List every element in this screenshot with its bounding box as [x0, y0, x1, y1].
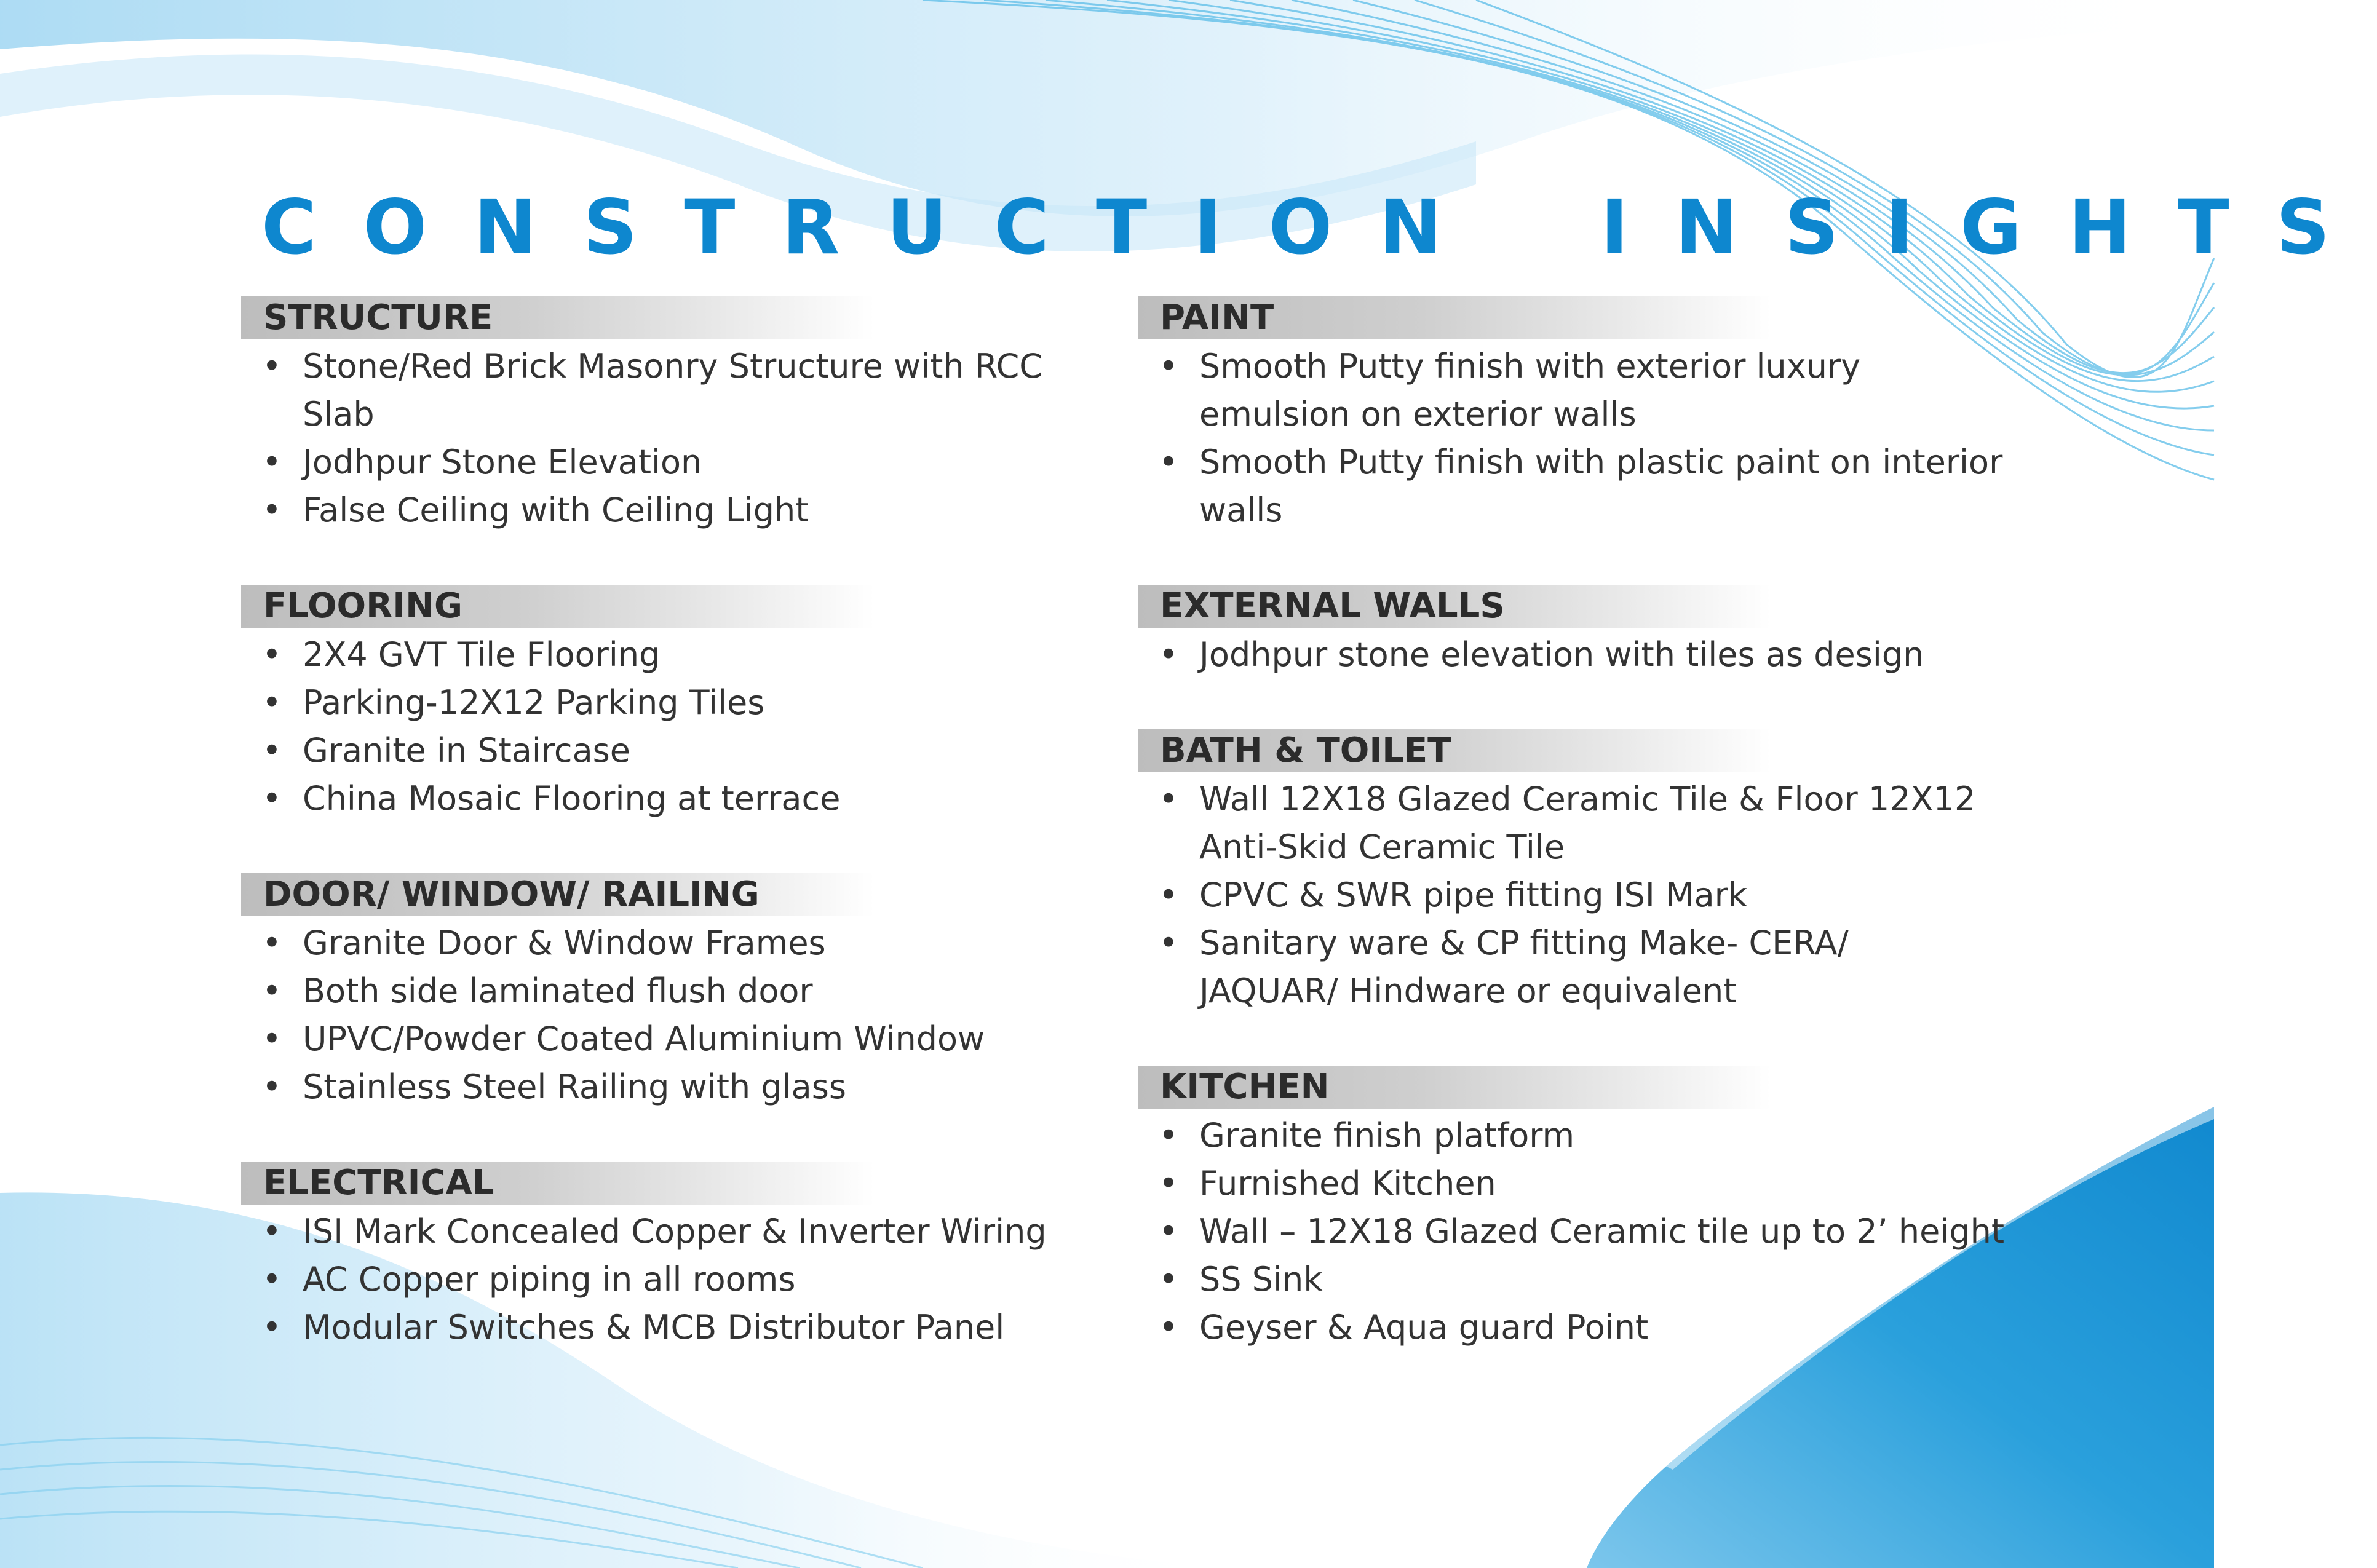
spec-list [1138, 631, 2048, 679]
section-electrical [241, 1162, 1114, 1352]
section-heading: ELECTRICAL [241, 1162, 875, 1205]
section-paint [1138, 296, 2048, 534]
section-heading: KITCHEN [1138, 1066, 1771, 1109]
spec-item: • Geyser & Aqua guard Point [1138, 1304, 2048, 1352]
spec-item: • Granite in Staircase [241, 727, 1114, 775]
spec-item: • Stone/Red Brick Masonry Structure with RCC Slab [241, 343, 1114, 438]
spec-list [1138, 343, 2048, 534]
spec-list [241, 343, 1114, 534]
spec-item: • Modular Switches & MCB Distributor Panel [241, 1304, 1114, 1352]
spec-item: • Granite finish platform [1138, 1112, 2048, 1160]
spec-list [241, 631, 1114, 823]
spec-item: • Smooth Putty finish with exterior luxury emulsion on exterior walls [1138, 343, 2048, 438]
spec-item: • Both side laminated flush door [241, 967, 1114, 1015]
spec-item: • Stainless Steel Railing with glass [241, 1063, 1114, 1111]
section-kitchen [1138, 1066, 2048, 1352]
spec-item: • Sanitary ware & CP fitting Make- CERA/ JAQUAR/ Hindware or equivalent [1138, 919, 2048, 1015]
spec-item: • Parking-12X12 Parking Tiles [241, 679, 1114, 727]
section-external-walls [1138, 585, 2048, 679]
spec-item: • AC Copper piping in all rooms [241, 1256, 1114, 1304]
section-door-window-railing [241, 873, 1114, 1111]
spec-list [1138, 1112, 2048, 1352]
spec-item: • Wall – 12X18 Glazed Ceramic tile up to 2’ height [1138, 1208, 2048, 1256]
section-heading: FLOORING [241, 585, 875, 628]
spec-item: • Furnished Kitchen [1138, 1160, 2048, 1208]
title-word-insights: INSIGHTS [1600, 184, 2377, 271]
spec-item: • SS Sink [1138, 1256, 2048, 1304]
spec-item: • Granite Door & Window Frames [241, 919, 1114, 967]
section-flooring [241, 585, 1114, 823]
spec-list [1138, 775, 2048, 1015]
right-column [1138, 296, 2048, 1402]
page-title [261, 181, 2377, 274]
spec-item: • False Ceiling with Ceiling Light [241, 486, 1114, 534]
spec-list [241, 1208, 1114, 1352]
spec-item: • ISI Mark Concealed Copper & Inverter Wiring [241, 1208, 1114, 1256]
title-word-construction: CONSTRUCTION [261, 184, 1489, 271]
spec-item: • Wall 12X18 Glazed Ceramic Tile & Floor 12X12 Anti-Skid Ceramic Tile [1138, 775, 2048, 871]
section-bath-toilet [1138, 729, 2048, 1015]
spec-list [241, 919, 1114, 1111]
left-column [241, 296, 1114, 1402]
spec-item: • Jodhpur stone elevation with tiles as design [1138, 631, 2048, 679]
spec-item: • China Mosaic Flooring at terrace [241, 775, 1114, 823]
section-structure [241, 296, 1114, 534]
spec-item: • Jodhpur Stone Elevation [241, 438, 1114, 486]
section-heading: DOOR/ WINDOW/ RAILING [241, 873, 875, 916]
section-heading: BATH & TOILET [1138, 729, 1771, 772]
section-heading: STRUCTURE [241, 296, 875, 339]
section-heading: EXTERNAL WALLS [1138, 585, 1771, 628]
spec-item: • UPVC/Powder Coated Aluminium Window [241, 1015, 1114, 1063]
spec-item: • CPVC & SWR pipe fitting ISI Mark [1138, 871, 2048, 919]
spec-item: • Smooth Putty finish with plastic paint on interior walls [1138, 438, 2048, 534]
section-heading: PAINT [1138, 296, 1771, 339]
spec-item: • 2X4 GVT Tile Flooring [241, 631, 1114, 679]
